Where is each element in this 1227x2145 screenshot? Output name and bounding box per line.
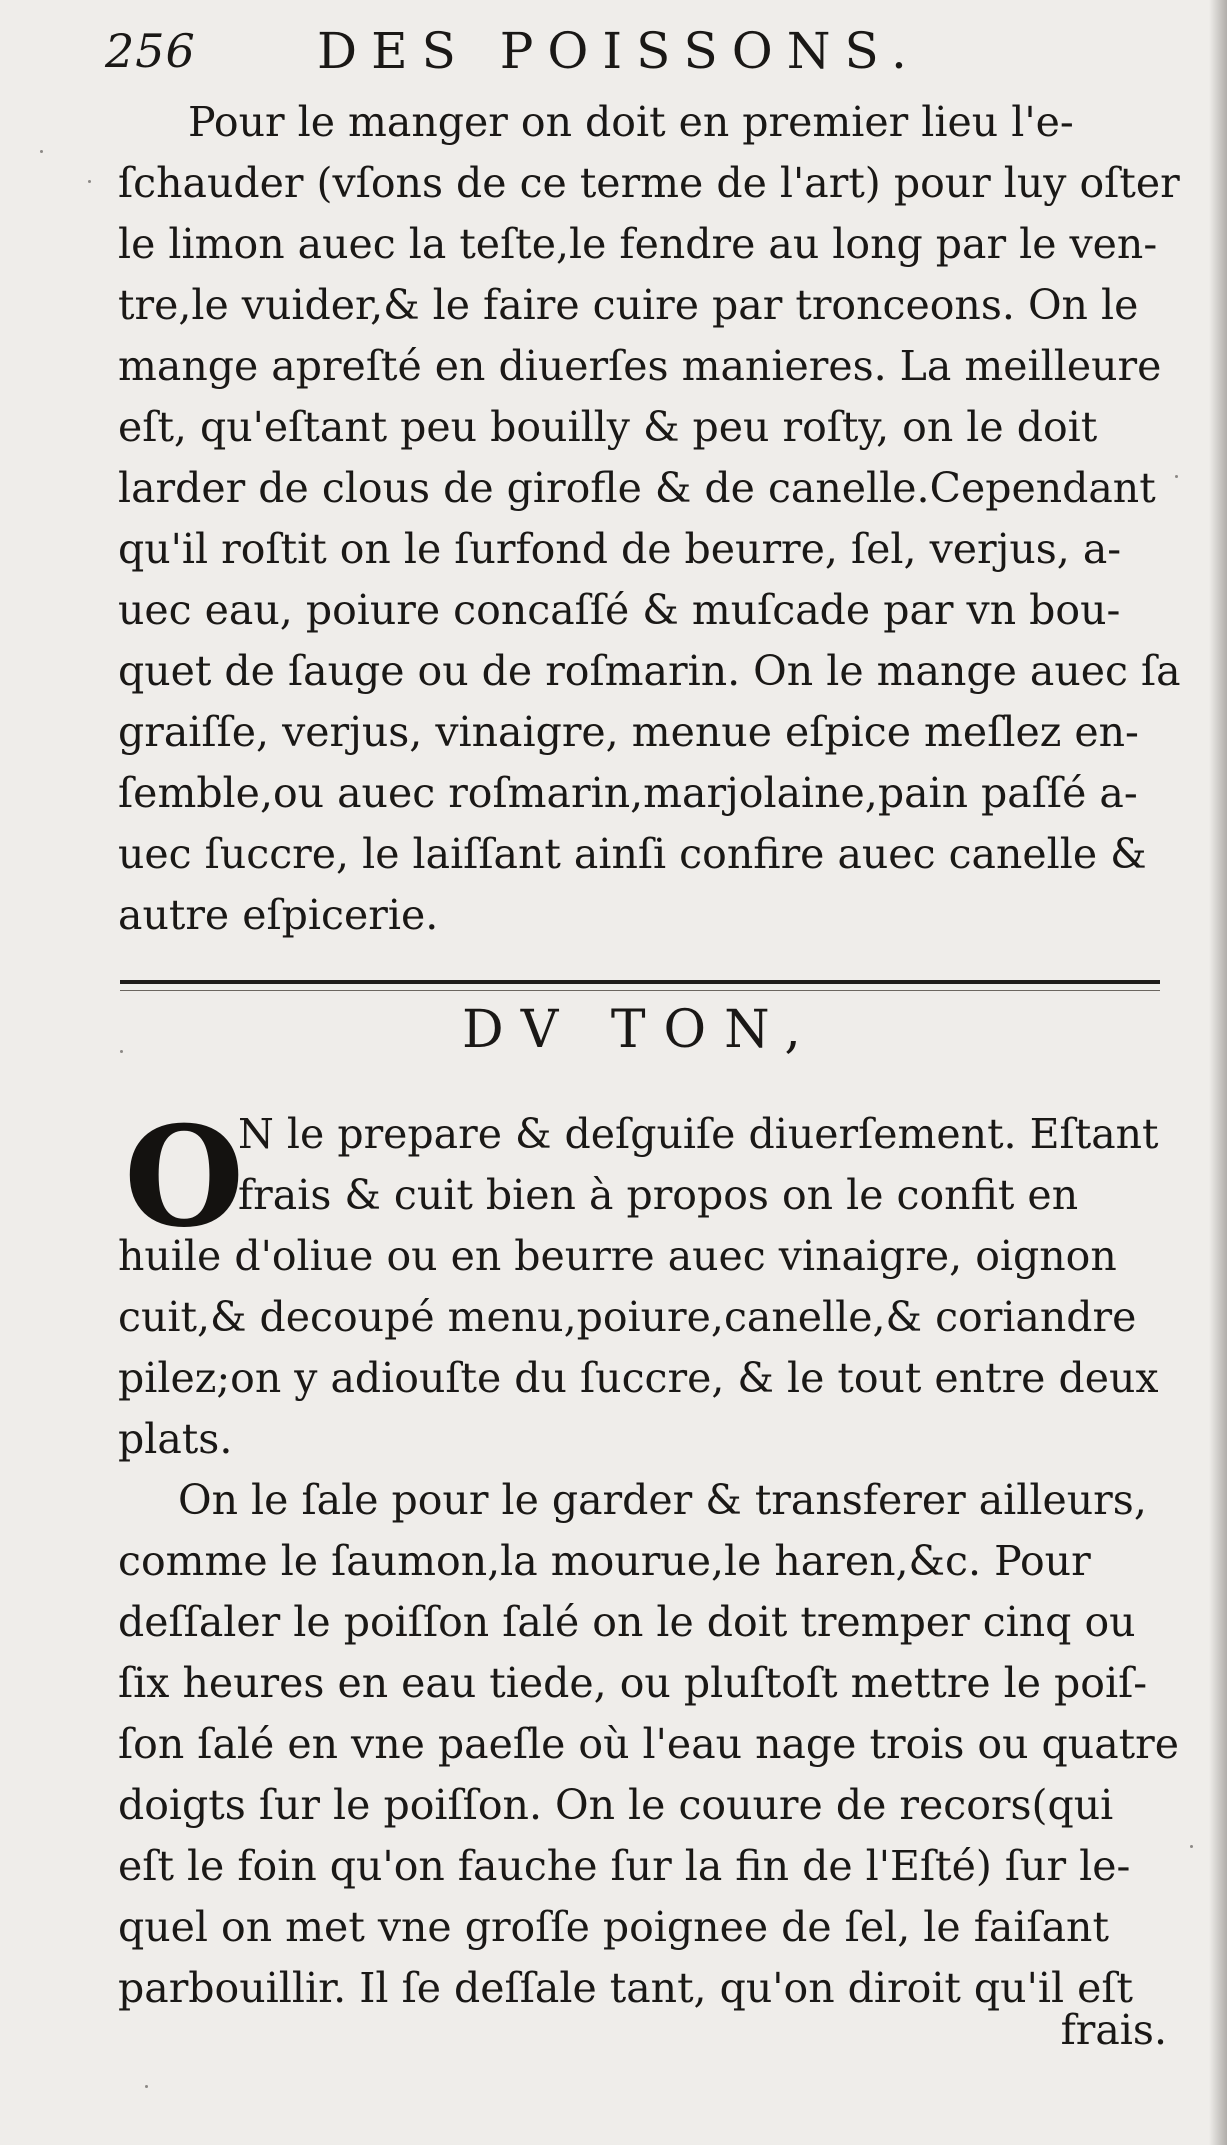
text-line: quel on met vne groſſe poignee de ſel, le faiſant	[118, 1903, 1109, 1951]
text-line: quet de ſauge ou de roſmarin. On le mange auec ſa	[118, 647, 1181, 695]
text-line: comme le ſaumon,la mourue,le haren,&c. Pour	[118, 1537, 1091, 1585]
text-line: deſſaler le poiſſon ſalé on le doit tremper cinq ou	[118, 1598, 1136, 1646]
text-line: pilez;on y adiouſte du ſuccre, & le tout entre deux	[118, 1354, 1159, 1402]
text-line: N le prepare & deſguiſe diuerſement. Eſtant	[238, 1110, 1159, 1158]
text-line: Pour le manger on doit en premier lieu l'e-	[188, 98, 1074, 146]
text-line: le limon auec la teſte,le fendre au long par le ven-	[118, 220, 1158, 268]
paper-speck	[145, 2085, 148, 2088]
section-heading: DV TON,	[462, 1000, 819, 1060]
text-line: parbouillir. Il ſe deſſale tant, qu'on diroit qu'il eſt	[118, 1964, 1134, 2012]
text-line: ſon ſalé en vne paeſle où l'eau nage trois ou quatre	[118, 1720, 1179, 1768]
paper-speck	[40, 150, 43, 153]
page-number: 256	[105, 24, 196, 78]
section-rule-thin	[120, 990, 1160, 991]
text-line: eſt, qu'eſtant peu bouilly & peu roſty, on le doit	[118, 403, 1098, 451]
paper-speck	[1190, 1845, 1193, 1848]
text-line: qu'il roſtit on le ſurfond de beurre, ſel, verjus, a-	[118, 525, 1122, 573]
text-line: cuit,& decoupé menu,poiure,canelle,& coriandre	[118, 1293, 1137, 1341]
text-line: ſchauder (vſons de ce terme de l'art) pour luy oſter	[118, 159, 1180, 207]
text-line: ſemble,ou auec roſmarin,marjolaine,pain paſſé a-	[118, 769, 1138, 817]
text-line: eſt le foin qu'on fauche ſur la fin de l'Eſté) ſur le-	[118, 1842, 1131, 1890]
text-line: larder de clous de girofle & de canelle.Cependant	[118, 464, 1156, 512]
text-line: doigts ſur le poiſſon. On le couure de recors(qui	[118, 1781, 1114, 1829]
page-header	[105, 22, 1145, 82]
paper-speck	[88, 180, 91, 183]
text-line: graiſſe, verjus, vinaigre, menue eſpice meſlez en-	[118, 708, 1139, 756]
paragraph-salting	[118, 1470, 1179, 2019]
page-gutter-shadow	[1209, 0, 1227, 2145]
text-line: frais & cuit bien à propos on le confit en	[238, 1171, 1079, 1219]
text-line: uec ſuccre, le laiſſant ainſi confire auec canelle &	[118, 830, 1147, 878]
text-line: huile d'oliue ou en beurre auec vinaigre, oignon	[118, 1232, 1117, 1280]
paragraph-preparation	[118, 1095, 1163, 1470]
paragraph-eschauder	[118, 92, 1181, 946]
text-line: uec eau, poiure concaſſé & muſcade par vn bou-	[118, 586, 1121, 634]
paper-speck	[1175, 475, 1178, 478]
section-rule	[120, 980, 1160, 984]
text-line: On le ſale pour le garder & transferer ailleurs,	[178, 1476, 1147, 1524]
text-line: plats.	[118, 1415, 233, 1463]
catchword: frais.	[1060, 2006, 1167, 2054]
drop-cap: O	[124, 1095, 245, 1258]
text-line: mange apreſté en diuerſes manieres. La meilleure	[118, 342, 1162, 390]
paper-speck	[120, 1050, 123, 1053]
text-line: ſix heures en eau tiede, ou pluſtoſt mettre le poiſ-	[118, 1659, 1148, 1707]
text-line: tre,le vuider,& le faire cuire par tronceons. On le	[118, 281, 1139, 329]
running-title: DES POISSONS.	[317, 22, 921, 80]
text-line: autre eſpicerie.	[118, 891, 439, 939]
